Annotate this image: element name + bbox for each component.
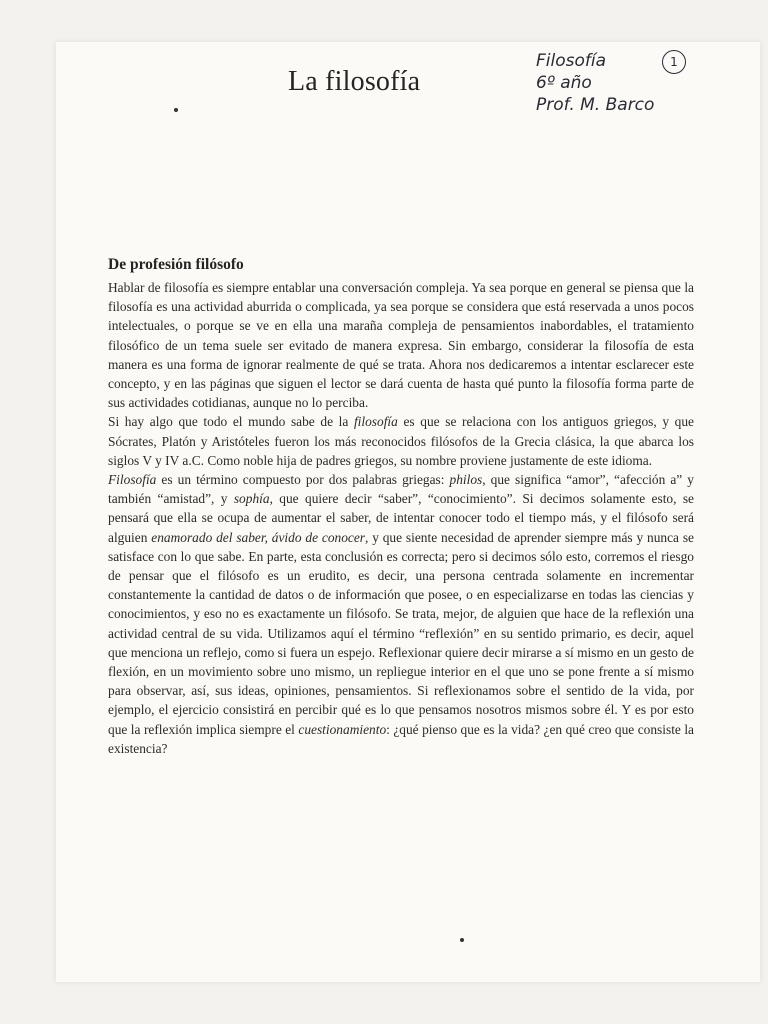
speck-mark [174, 108, 178, 112]
paragraph-2: Si hay algo que todo el mundo sabe de la filosofía es que se relaciona con los antiguos griegos, y que Sócrates, Platón y Aristóteles fueron los más reconocidos filósofos de la Grecia clásica, la que abarca los siglos V y IV a.C. Como noble hija de padres griegos, su nombre proviene justamente de este idioma. [108, 414, 694, 468]
paragraph-3: Filosofía es un término compuesto por dos palabras griegas: philos, que significa “amor”, “afección a” y también “amistad”, y sophía, que quiere decir “saber”, “conocimiento”. Si decimos solamente esto, se pensará que ella se ocupa de aumentar el saber, de intentar conocer todo el tiempo más, y el filósofo será alguien enamorado del saber, ávido de conocer, y que siente necesidad de aprender siempre más y nunca se satisface con lo que sabe. En parte, esta conclusión es correcta; pero si decimos sólo esto, corremos el riesgo de pensar que el filósofo es un erudito, es decir, una persona centrada solamente en incrementar constantemente la cantidad de datos o de información que posee, o en especializarse en todas las ciencias y conocimientos, y eso no es exactamente un filósofo. Se trata, mejor, de alguien que hace de la reflexión una actividad central de su vida. Utilizamos aquí el término “reflexión” en su sentido primario, es decir, aquel que menciona un reflejo, como si fuera un espejo. Reflexionar quiere decir mirarse a sí mismo en un gesto de flexión, en un movimiento sobre uno mismo, un repliegue interior en el que uno se pone frente a sí mismo para observar, así, sus ideas, opiniones, pensamientos. Si reflexionamos sobre el sentido de la vida, por ejemplo, el ejercicio consistirá en percibir qué es lo que pensamos nosotros mismos sobre él. Y es por esto que la reflexión implica siempre el cuestionamiento: ¿qué pienso que es la vida? ¿en qué creo que consiste la existencia? [108, 472, 694, 756]
speck-mark [460, 938, 464, 942]
handwritten-subject: Filosofía [536, 51, 607, 71]
document-page [56, 42, 760, 982]
handwritten-note [536, 50, 736, 116]
handwritten-teacher: Prof. M. Barco [536, 95, 655, 115]
section-de-profesion-filosofo [108, 256, 694, 758]
paragraph-1: Hablar de filosofía es siempre entablar una conversación compleja. Ya sea porque en general se piensa que la filosofía es una actividad aburrida o complicada, ya sea porque se considera que está reservada a unos pocos intelectuales, o porque se ve en ella una maraña compleja de pensamientos inabordables, el tratamiento filosófico de un tema suele ser evitado de manera expresa. Sin embargo, considerar la filosofía de esta manera es una forma de ignorar realmente de qué se trata. Ahora nos dedicaremos a intentar esclarecer este concepto, y en las páginas que siguen el lector se dará cuenta de hasta qué punto la filosofía forma parte de sus actividades cotidianas, aunque no lo perciba. [108, 280, 694, 411]
handwritten-grade: 6º año [536, 73, 592, 93]
page-title: La filosofía [288, 66, 421, 97]
handwritten-page-number: 1 [662, 50, 686, 74]
section-heading: De profesión filósofo [108, 256, 244, 273]
